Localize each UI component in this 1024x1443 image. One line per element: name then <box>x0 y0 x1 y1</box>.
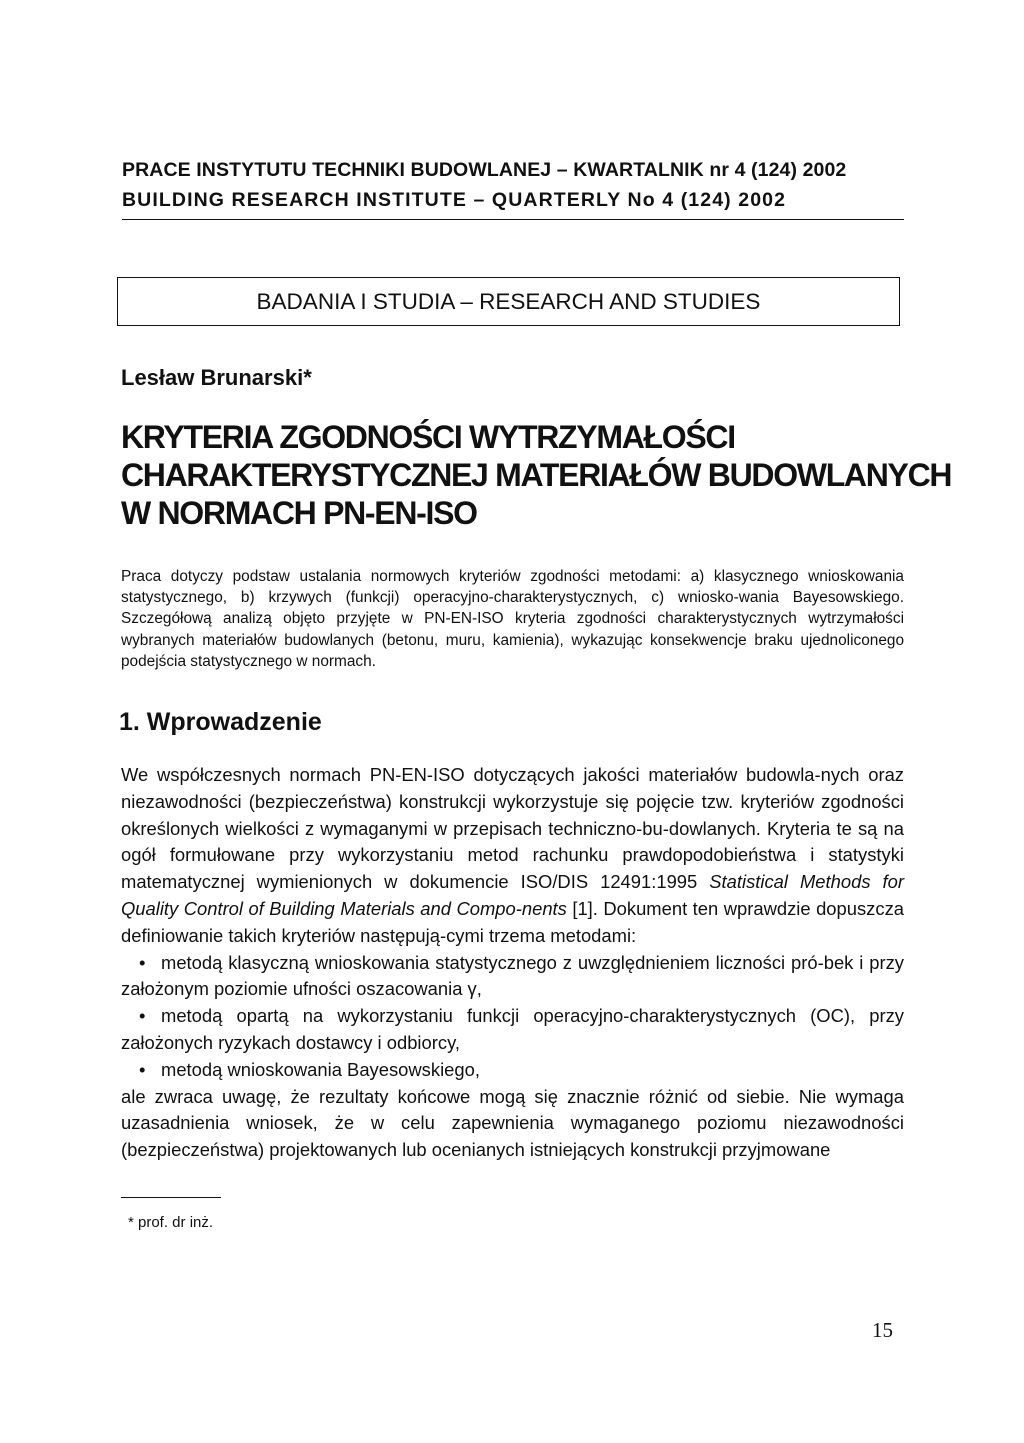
author-name: Lesław Brunarski* <box>121 365 312 390</box>
list-item <box>121 1003 904 1057</box>
journal-header <box>122 158 902 213</box>
section-label: BADANIA I STUDIA – RESEARCH AND STUDIES <box>256 288 761 314</box>
section-box <box>117 277 900 326</box>
method-list <box>121 950 904 1084</box>
footnote: * prof. dr inż. <box>128 1214 214 1231</box>
title-line-2: CHARAKTERYSTYCZNEJ MATERIAŁÓW BUDOWLANYCH <box>121 457 952 493</box>
list-item-text: metodą opartą na wykorzystaniu funkcji operacyjno-charakterystycznych (OC), przy założonych ryzykach dostawcy i odbiorcy, <box>121 1005 904 1053</box>
journal-title-polish: PRACE INSTYTUTU TECHNIKI BUDOWLANEJ – KWARTALNIK nr 4 (124) 2002 <box>122 159 847 181</box>
list-item-text: metodą wnioskowania Bayesowskiego, <box>161 1058 480 1080</box>
page-number: 15 <box>872 1318 893 1342</box>
list-item-text: metodą klasyczną wnioskowania statystycznego z uwzględnieniem liczności pró-bek i przy założonym poziomie ufności oszacowania γ, <box>121 951 904 1000</box>
bullet-icon: • <box>139 1005 146 1027</box>
list-item <box>121 1057 904 1084</box>
paragraph-2: ale zwraca uwagę, że rezultaty końcowe mogą się znacznie różnić od siebie. Nie wymaga uzasadnienia wniosek, że w celu zapewnienia wymaganego poziomu niezawodności (bezpieczeństwa) projektowanych lub ocenianych istniejących konstrukcji przyjmowane <box>121 1085 904 1161</box>
bullet-icon: • <box>139 1058 146 1080</box>
paragraph-1-start: We współczesnych normach PN-EN-ISO dotyczących jakości materiałów budowla-nych oraz niezawodności (bezpieczeństwa) konstrukcji wykorzystuje się pojęcie tzw. kryteriów zgodności określonych wielkości z wymaganymi w przepisach techniczno-bu-dowlanych. Kryteria te są na ogół formułowane przy wykorzystaniu metod rachunku prawdopodobieństwa i statystyki matematycznej wymienionych w dokumencie ISO/DIS 12491:1995 <box>121 764 904 893</box>
bullet-icon: • <box>139 951 146 973</box>
title-line-3: W NORMACH PN-EN-ISO <box>121 495 477 531</box>
header-rule <box>122 219 904 220</box>
list-item <box>121 950 904 1004</box>
cited-document-title: Statistical Methods for Quality Control of Building Materials and Compo-nents <box>121 871 904 919</box>
journal-title-english: BUILDING RESEARCH INSTITUTE – QUARTERLY No 4 (124) 2002 <box>122 189 787 211</box>
paragraph-1-end: [1]. Dokument ten wprawdzie dopuszcza definiowanie takich kryteriów następują-cymi trzema metodami: <box>121 897 904 946</box>
section-heading: 1. Wprowadzenie <box>119 708 322 736</box>
body-text <box>121 762 904 1164</box>
footnote-rule <box>121 1197 221 1198</box>
paragraph-1 <box>121 762 904 950</box>
article-title <box>121 418 952 532</box>
title-line-1: KRYTERIA ZGODNOŚCI WYTRZYMAŁOŚCI <box>121 419 735 455</box>
abstract: Praca dotyczy podstaw ustalania normowych kryteriów zgodności metodami: a) klasycznego wnioskowania statystycznego, b) krzywych (funkcji) operacyjno-charakterystycznych, c) wniosko-wania Bayesowskiego. Szczegółową analizą objęto przyjęte w PN-EN-ISO kryteria zgodności charakterystycznych wytrzymałości wybranych materiałów budowlanych (betonu, muru, kamienia), wykazując konsekwencje braku ujednoliconego podejścia statystycznego w normach. <box>121 568 904 670</box>
